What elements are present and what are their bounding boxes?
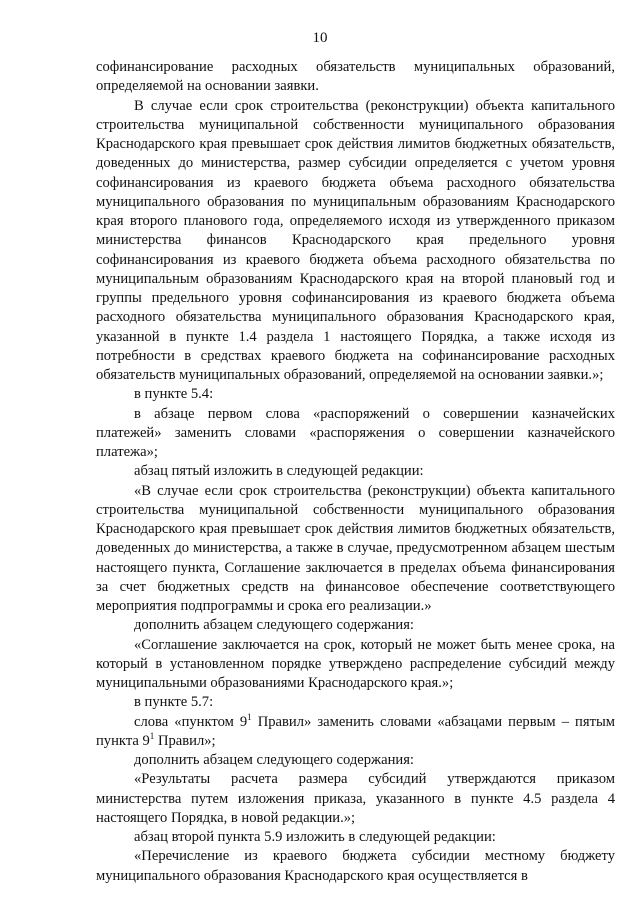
paragraph-agreement-limits: «В случае если срок строительства (реконструкции) объекта капитального строительства муниципальной собственности муниципального образования Краснодарского края превышает срок действия лимитов бюджетных обязательств, доведенных до министерства, а также в случае, предусмотренном абзацем шестым настоящего пункта, Соглашение заключается в пределах объема финансирования за счет бюджетных средств на финансовое обеспечение соответствующего мероприятия подпрограммы и срока его реализации.» xyxy=(96,482,615,614)
paragraph-point-5-9: абзац второй пункта 5.9 изложить в следующей редакции: xyxy=(134,829,496,845)
paragraph-first-abzac-replace: в абзаце первом слова «распоряжений о совершении казначейских платежей» заменить словами «распоряжения о совершении казначейского платежа»; xyxy=(96,405,615,460)
paragraph-rules-replace xyxy=(96,713,615,752)
page-number: 10 xyxy=(312,30,328,46)
paragraph-add-abzac-2: дополнить абзацем следующего содержания: xyxy=(134,752,414,768)
paragraph-point-5-7: в пункте 5.7: xyxy=(134,694,214,711)
paragraph-fifth-abzac-edit: абзац пятый изложить в следующей редакции: xyxy=(134,463,424,480)
rules-replace-part-3: Правил»; xyxy=(154,732,216,749)
paragraph-cofinancing-end: софинансирование расходных обязательств муниципальных образований, определяемой на основании заявки. xyxy=(96,59,615,95)
paragraph-agreement-term: «Соглашение заключается на срок, который не может быть менее срока, на который в установленном порядке утверждено распределение субсидий между муниципальными образованиями Краснодарского края.»; xyxy=(96,636,615,691)
rules-replace-part-2: Правил» заменить словами «абзацами первым – пятым пункта 9 xyxy=(96,713,615,749)
paragraph-point-5-4: в пункте 5.4: xyxy=(134,386,214,403)
paragraph-add-abzac: дополнить абзацем следующего содержания: xyxy=(134,617,414,634)
document-body xyxy=(96,58,615,886)
superscript-1: 1 xyxy=(247,711,252,722)
paragraph-transfer-subsidy: «Перечисление из краевого бюджета субсидии местному бюджету муниципального образования Краснодарского края осуществляется в xyxy=(96,848,615,884)
rules-replace-part-1: слова «пунктом 9 xyxy=(134,713,248,730)
paragraph-construction-term: В случае если срок строительства (реконструкции) объекта капитального строительства муниципальной собственности муниципального образования Краснодарского края превышает срок действия лимитов бюджетных обязательств, доведенных до министерства, размер субсидии определяется с учетом уровня софинансирования из краевого бюджета объема расходного обязательства муниципального образования по муниципальным образованиям Краснодарского края второго планового года, определяемого исходя из утвержденного приказом министерства финансов Краснодарского края предельного уровня софинансирования из краевого бюджета объема расходного обязательства по муниципальным образованиям Краснодарского края на второй плановый год и группы предельного уровня софинансирования из краевого бюджета объема расходного обязательства муниципального образования Краснодарского края, указанной в пункте 1.4 раздела 1 настоящего Порядка, а также исходя из потребности в средствах краевого бюджета на софинансирование расходных обязательств муниципальных образований, определяемой на основании заявки.»; xyxy=(96,97,615,383)
superscript-2: 1 xyxy=(149,730,155,741)
paragraph-results-approval: «Результаты расчета размера субсидий утверждаются приказом министерства путем изложения приказа, указанного в пункте 4.5 раздела 4 настоящего Порядка, в новой редакции.»; xyxy=(96,771,615,826)
